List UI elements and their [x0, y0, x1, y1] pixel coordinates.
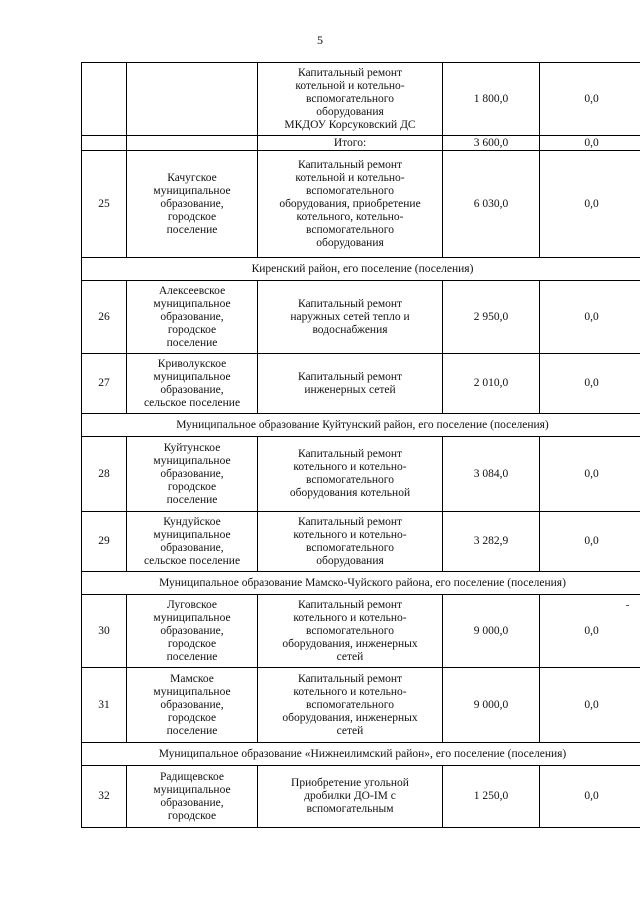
- row-number-cell: 31: [82, 668, 127, 743]
- work-description-cell: Капитальный ремонт котельного и котельно- вспомогательного оборудования, инженерных сетей: [258, 668, 443, 743]
- amount-cell: 0,0: [540, 668, 640, 743]
- table-row: [82, 151, 640, 258]
- page-number: 5: [317, 33, 323, 47]
- municipality-cell: [127, 63, 258, 136]
- table-row: [82, 63, 640, 136]
- work-description-cell: Капитальный ремонт наружных сетей тепло и водоснабжения: [258, 281, 443, 354]
- total-row: [82, 136, 640, 151]
- section-row: [82, 743, 640, 766]
- amount-cell: 9 000,0: [443, 668, 540, 743]
- table-row: [82, 512, 640, 572]
- work-description-cell: Капитальный ремонт котельной и котельно- вспомогательного оборудования МКДОУ Корсуковский ДС: [258, 63, 443, 136]
- row-number-cell: 30: [82, 595, 127, 668]
- amount-cell: 0,0: [540, 136, 640, 151]
- municipality-cell: Куйтунское муниципальное образование, городское поселение: [127, 437, 258, 512]
- amount-cell: 1 800,0: [443, 63, 540, 136]
- amount-cell: 3 084,0: [443, 437, 540, 512]
- amount-cell: 0,0: [540, 766, 640, 828]
- work-description-cell: Приобретение угольной дробилки ДО-IM с вспомогательным: [258, 766, 443, 828]
- row-number-cell: 27: [82, 354, 127, 414]
- row-number-cell: 25: [82, 151, 127, 258]
- amount-cell: 6 030,0: [443, 151, 540, 258]
- row-number-cell: 32: [82, 766, 127, 828]
- work-description-cell: Капитальный ремонт котельного и котельно- вспомогательного оборудования котельной: [258, 437, 443, 512]
- section-heading: Муниципальное образование Мамско-Чуйского района, его поселение (поселения): [82, 572, 640, 595]
- section-row: [82, 258, 640, 281]
- municipality-cell: Радищевское муниципальное образование, городское: [127, 766, 258, 828]
- row-number-cell: [82, 63, 127, 136]
- municipality-cell: Качугское муниципальное образование, городское поселение: [127, 151, 258, 258]
- table-row: [82, 281, 640, 354]
- municipality-cell: Алексеевское муниципальное образование, городское поселение: [127, 281, 258, 354]
- amount-cell: 0,0: [540, 437, 640, 512]
- amount-cell: 2 950,0: [443, 281, 540, 354]
- section-row: [82, 414, 640, 437]
- municipality-cell: Луговское муниципальное образование, городское поселение: [127, 595, 258, 668]
- table-row: [82, 766, 640, 828]
- funding-table: [81, 62, 640, 828]
- amount-cell: 0,0: [540, 595, 640, 668]
- work-description-cell: Капитальный ремонт котельной и котельно- вспомогательного оборудования, приобретение котельного, котельно- вспомогательного оборудования: [258, 151, 443, 258]
- amount-cell: 3 600,0: [443, 136, 540, 151]
- table-row: [82, 437, 640, 512]
- municipality-cell: [127, 136, 258, 151]
- table-row: [82, 595, 640, 668]
- amount-cell: 0,0: [540, 63, 640, 136]
- scan-mark: [626, 605, 629, 606]
- total-label: Итого:: [258, 136, 443, 151]
- section-heading: Киренский район, его поселение (поселения): [82, 258, 640, 281]
- table-row: [82, 668, 640, 743]
- amount-cell: 0,0: [540, 281, 640, 354]
- row-number-cell: [82, 136, 127, 151]
- amount-cell: 9 000,0: [443, 595, 540, 668]
- municipality-cell: Мамское муниципальное образование, городское поселение: [127, 668, 258, 743]
- amount-cell: 3 282,9: [443, 512, 540, 572]
- work-description-cell: Капитальный ремонт котельного и котельно- вспомогательного оборудования, инженерных сетей: [258, 595, 443, 668]
- amount-cell: 0,0: [540, 354, 640, 414]
- municipality-cell: Криволукское муниципальное образование, сельское поселение: [127, 354, 258, 414]
- work-description-cell: Капитальный ремонт котельного и котельно- вспомогательного оборудования: [258, 512, 443, 572]
- amount-cell: 0,0: [540, 512, 640, 572]
- amount-cell: 2 010,0: [443, 354, 540, 414]
- amount-cell: 0,0: [540, 151, 640, 258]
- row-number-cell: 26: [82, 281, 127, 354]
- section-heading: Муниципальное образование «Нижнеилимский район», его поселение (поселения): [82, 743, 640, 766]
- municipality-cell: Кундуйское муниципальное образование, сельское поселение: [127, 512, 258, 572]
- amount-cell: 1 250,0: [443, 766, 540, 828]
- work-description-cell: Капитальный ремонт инженерных сетей: [258, 354, 443, 414]
- section-heading: Муниципальное образование Куйтунский район, его поселение (поселения): [82, 414, 640, 437]
- row-number-cell: 28: [82, 437, 127, 512]
- row-number-cell: 29: [82, 512, 127, 572]
- table-row: [82, 354, 640, 414]
- section-row: [82, 572, 640, 595]
